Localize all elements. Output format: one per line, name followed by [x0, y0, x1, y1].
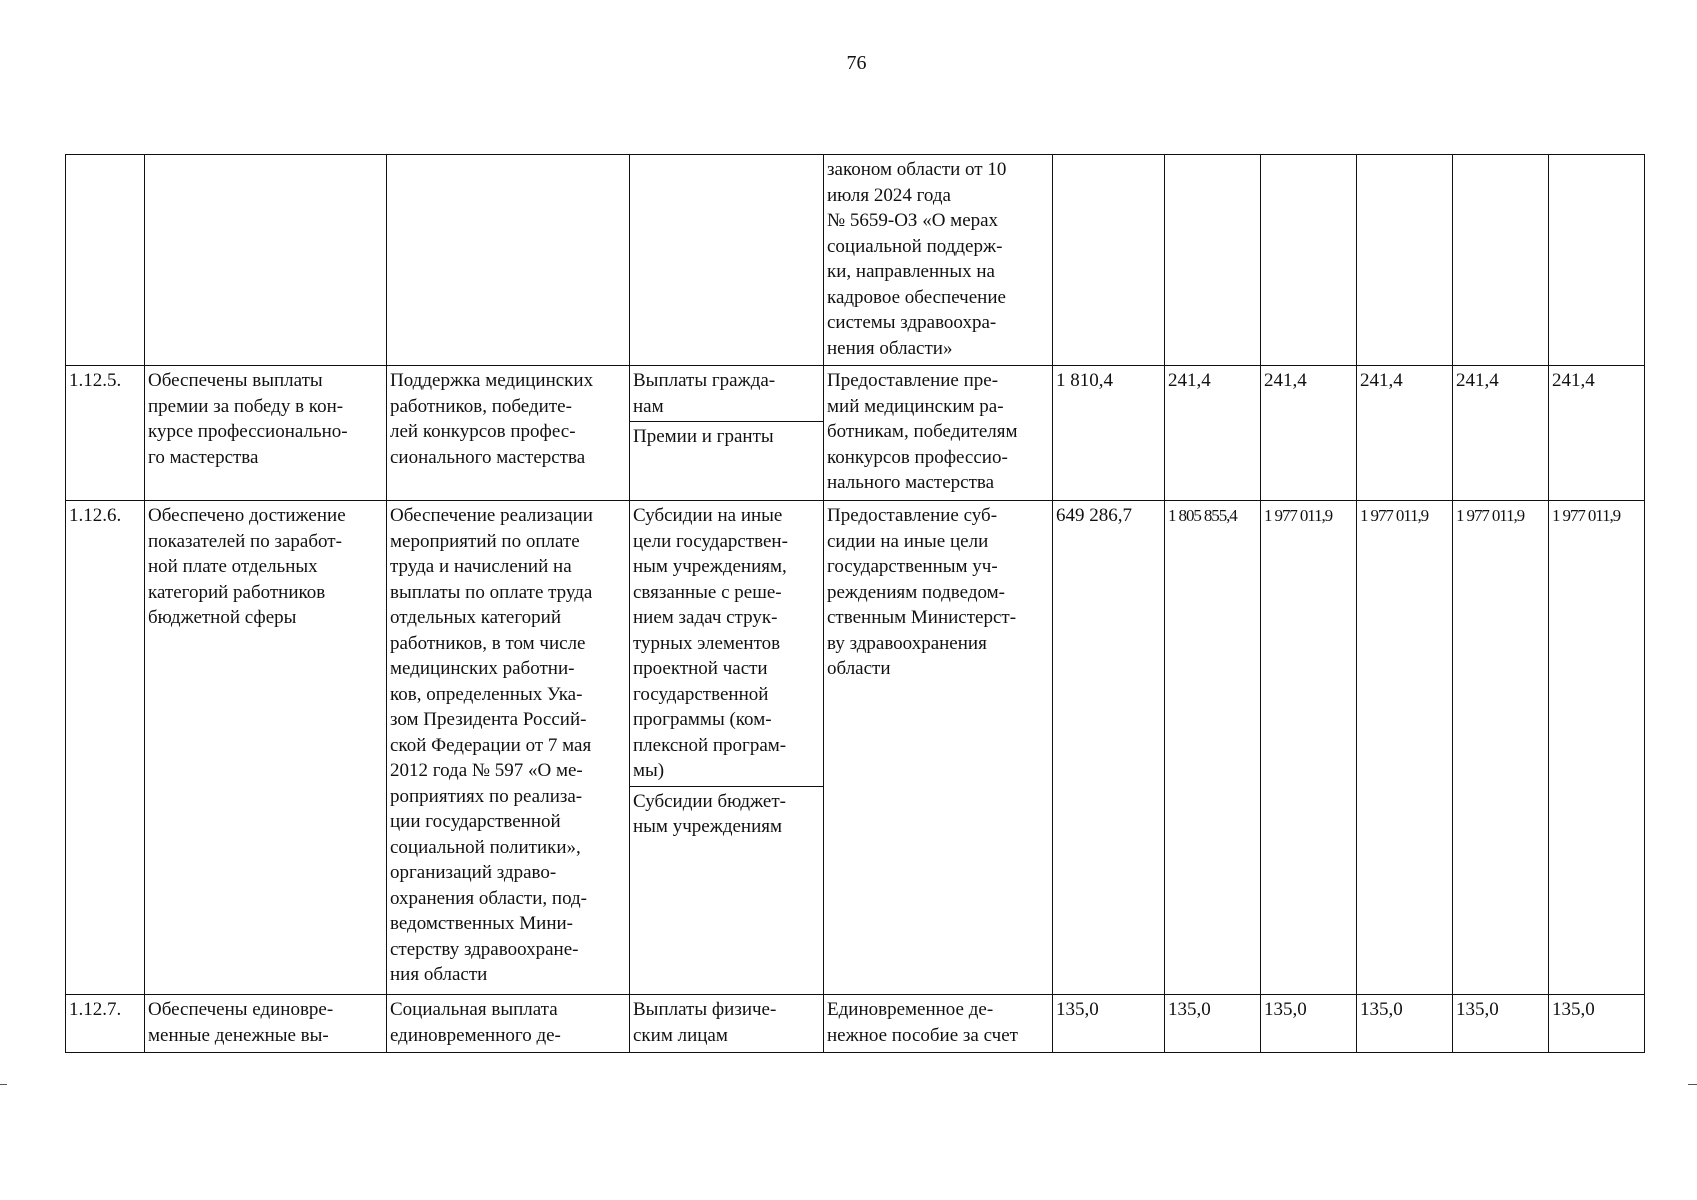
value-cell	[1261, 155, 1357, 366]
type-entry: Субсидии на иные цели государствен- ным учреждениям, связанные с реше- нием задач струк- турных элементов проектной части государственной программы (ком- плексной програм- мы)	[633, 505, 788, 781]
value-cell: 135,0	[1549, 995, 1645, 1053]
value-cell: 1 977 011,9	[1453, 501, 1549, 995]
type-entry: Выплаты гражда- нам	[633, 370, 776, 417]
value-cell	[1053, 155, 1165, 366]
measure-cell: Обеспечение реализации мероприятий по оплате труда и начислений на выплаты по оплате труда отдельных категорий работников, в том числе медицинских работни- ков, определенных Ука- зом Президента Россий- ской Федерации от 7 мая 2012 года № 597 «О ме- роприятиях по реализа- ции государственной социальной политики», организаций здраво- охранения области, под- ведомственных Мини- стерству здравоохране- ния области	[387, 501, 630, 995]
result-cell: Обеспечены выплаты премии за победу в кон- курсе профессионально- го мастерства	[145, 366, 387, 501]
value-cell: 135,0	[1261, 995, 1357, 1053]
code-cell: 1.12.5.	[66, 366, 145, 501]
value-cell: 135,0	[1053, 995, 1165, 1053]
value-cell: 1 810,4	[1053, 366, 1165, 501]
measure-cell: Социальная выплата единовременного де-	[387, 995, 630, 1053]
value-cell: 649 286,7	[1053, 501, 1165, 995]
description-cell: Единовременное де- нежное пособие за счет	[824, 995, 1053, 1053]
value-cell: 241,4	[1549, 366, 1645, 501]
type-entry: Субсидии бюджет- ным учреждениям	[630, 786, 823, 842]
measure-cell	[387, 155, 630, 366]
type-cell	[630, 366, 824, 501]
measure-cell: Поддержка медицинских работников, победите- лей конкурсов профес- сионального мастерства	[387, 366, 630, 501]
type-cell	[630, 501, 824, 995]
code-cell: 1.12.7.	[66, 995, 145, 1053]
value-cell	[1357, 155, 1453, 366]
page-number: 76	[846, 52, 867, 74]
value-cell: 135,0	[1357, 995, 1453, 1053]
table-row	[66, 155, 1645, 366]
value-cell	[1549, 155, 1645, 366]
value-cell	[1453, 155, 1549, 366]
result-cell: Обеспечено достижение показателей по заработ- ной плате отдельных категорий работников бюджетной сферы	[145, 501, 387, 995]
value-cell: 135,0	[1165, 995, 1261, 1053]
program-table	[65, 154, 1645, 1053]
value-cell: 135,0	[1453, 995, 1549, 1053]
value-cell: 241,4	[1453, 366, 1549, 501]
scan-edge-mark	[1688, 1084, 1697, 1085]
legal-basis-cell: законом области от 10 июля 2024 года № 5659-ОЗ «О мерах социальной поддерж- ки, направленных на кадровое обеспечение системы здравоохра- нения области»	[824, 155, 1053, 366]
result-cell: Обеспечены единовре- менные денежные вы-	[145, 995, 387, 1053]
value-cell	[1165, 155, 1261, 366]
type-cell	[630, 155, 824, 366]
table-row	[66, 366, 1645, 501]
description-cell: Предоставление пре- мий медицинским ра- ботникам, победителям конкурсов профессио- нального мастерства	[824, 366, 1053, 501]
value-cell: 1 977 011,9	[1549, 501, 1645, 995]
description-cell: Предоставление суб- сидии на иные цели государственным уч- реждениям подведом- ственным Министерст- ву здравоохранения области	[824, 501, 1053, 995]
code-cell: 1.12.6.	[66, 501, 145, 995]
code-cell	[66, 155, 145, 366]
value-cell: 1 977 011,9	[1261, 501, 1357, 995]
scan-edge-mark	[0, 1084, 7, 1085]
type-cell: Выплаты физиче- ским лицам	[630, 995, 824, 1053]
result-cell	[145, 155, 387, 366]
value-cell: 1 805 855,4	[1165, 501, 1261, 995]
value-cell: 241,4	[1357, 366, 1453, 501]
table-row	[66, 995, 1645, 1053]
table-row	[66, 501, 1645, 995]
type-entry: Премии и гранты	[630, 421, 823, 452]
value-cell: 1 977 011,9	[1357, 501, 1453, 995]
value-cell: 241,4	[1261, 366, 1357, 501]
value-cell: 241,4	[1165, 366, 1261, 501]
